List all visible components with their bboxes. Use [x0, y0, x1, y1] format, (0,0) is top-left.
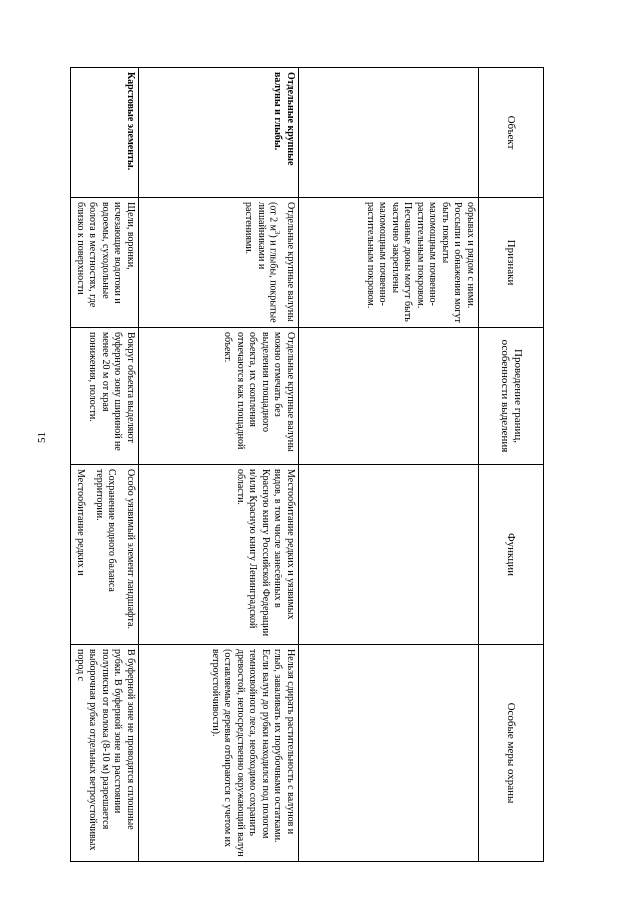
header-object: Объект: [479, 68, 544, 198]
cell-protection: В буферной зоне не проводятся сплошные рубки. В буферной зоне на расстоянии полуписки от волока (8-10 м) разрешается выборочная рубка отдельных ветроустойчивых пород с: [71, 645, 139, 862]
function-line: Местообитание редких и: [75, 469, 87, 576]
cell-protection: [299, 645, 479, 862]
cell-boundaries: Вокруг объекта выделяют буферную зону шириной не менее 20 м от края понижения, полости.: [71, 328, 139, 465]
superscript: 3: [273, 230, 282, 235]
rotated-table-container: [75, 67, 544, 861]
table-row: [139, 68, 299, 862]
cell-boundaries: [299, 328, 479, 465]
header-functions: Функции: [479, 465, 544, 645]
cell-object: Отдельные крупные валуны и глыбы.: [139, 68, 299, 198]
cell-functions: [71, 465, 139, 645]
header-signs: Признаки: [479, 198, 544, 328]
signs-text-after: ) и глыбы, покрытые лишайниками и растениями.: [243, 202, 280, 323]
cell-signs: Щели, воронки, исчезающие водотоки и водоемы, суходольные болота в местностях, где близко к поверхности: [71, 198, 139, 328]
function-line: Особо уязвимый элемент ландшафта.: [125, 469, 136, 629]
page-number: 51: [36, 432, 48, 443]
cell-functions: Местообитание редких и уязвимых видов, в том числе занесённых в Красную книгу Российской Федерации и/или Красную книгу Ленинградской области.: [139, 465, 299, 645]
cell-functions: [299, 465, 479, 645]
table-row: [299, 68, 479, 862]
cell-protection: Нельзя сдирать растительность с валунов и глыб, заваливать их порубочными остатками. Если валун до рубки находился под пологом темнохвойного леса, необходимо сохранить древостой, непосредственно окружающий валун (оставляемые деревья отбираются с учетом их ветроустойчивости).: [139, 645, 299, 862]
cell-signs: обрывах и рядом с ними. Россыпи и обнажения могут быть покрыты маломощным почвенно-растительным покровом. Песчаные дюны могут быть частично закреплены маломощным почвенно-растительным покровом.: [299, 198, 479, 328]
header-protection: Особые меры охраны: [479, 645, 544, 862]
cell-boundaries: Отдельные крупные валуны можно отмечать без выделения площадного объекта, их скопления отмечаются как площадной объект.: [139, 328, 299, 465]
table-header-row: [479, 68, 544, 862]
header-boundaries: Проведение границ, особенности выделения: [479, 328, 544, 465]
cell-object: Карстовые элементы.: [71, 68, 139, 198]
protection-measures-table: [71, 67, 545, 862]
cell-object: [299, 68, 479, 198]
signs-text-before: Отдельные крупные валуны (от 2 м: [268, 202, 296, 322]
cell-signs: [139, 198, 299, 328]
table-row: [71, 68, 139, 862]
function-line: Сохранение водного баланса территории.: [94, 469, 118, 592]
